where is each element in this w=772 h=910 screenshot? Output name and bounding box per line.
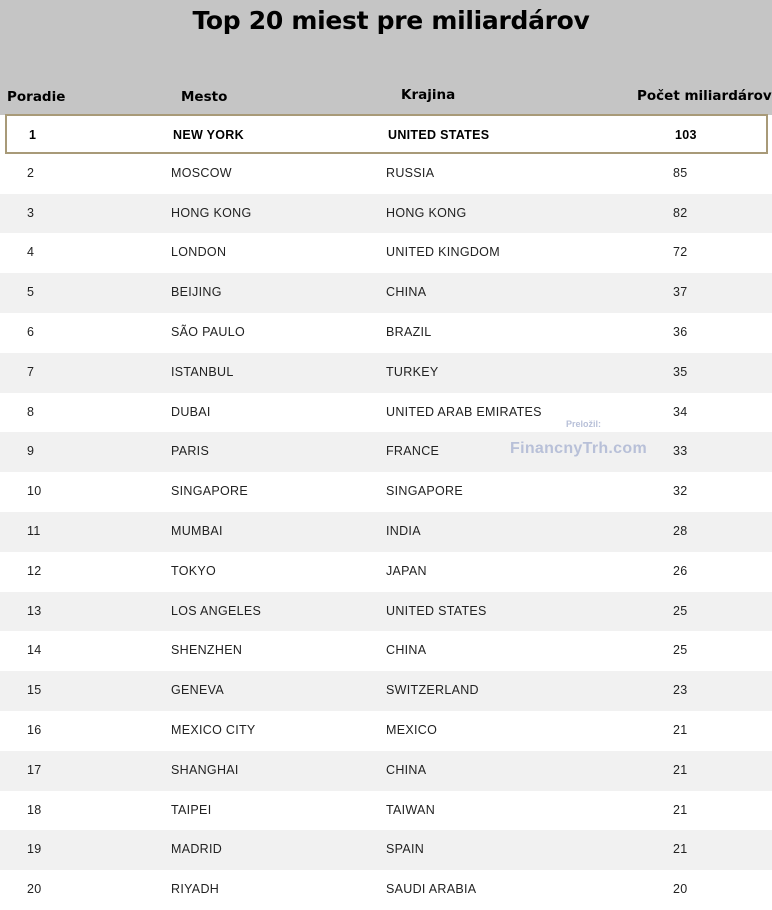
cell-count: 21: [673, 762, 688, 777]
cell-country: UNITED ARAB EMIRATES: [386, 404, 542, 419]
cell-country: HONG KONG: [386, 205, 467, 220]
table-row: [0, 353, 772, 393]
cell-count: 35: [673, 364, 688, 379]
cell-city: SINGAPORE: [171, 484, 249, 499]
cell-country: BRAZIL: [386, 324, 432, 339]
cell-city: LOS ANGELES: [171, 603, 262, 618]
cell-country: SINGAPORE: [386, 484, 464, 499]
column-header-city: Mesto: [181, 89, 228, 105]
table-row: [0, 791, 772, 831]
cell-rank: 10: [27, 484, 42, 499]
cell-city: SHENZHEN: [171, 643, 243, 658]
ranking-table: [0, 114, 772, 910]
table-row: [0, 512, 772, 552]
cell-city: NEW YORK: [173, 128, 244, 142]
watermark-site: FinancnyTrh.com: [510, 440, 647, 457]
cell-rank: 8: [27, 404, 35, 419]
cell-country: FRANCE: [386, 444, 440, 459]
cell-count: 33: [673, 444, 688, 459]
cell-rank: 15: [27, 683, 42, 698]
table-row: [0, 751, 772, 791]
cell-rank: 19: [27, 842, 42, 857]
cell-country: JAPAN: [386, 563, 427, 578]
column-header-rank: Poradie: [7, 89, 66, 105]
cell-city: SÃO PAULO: [171, 324, 246, 339]
cell-country: CHINA: [386, 285, 427, 300]
table-row: [0, 870, 772, 910]
cell-rank: 1: [29, 128, 37, 142]
cell-rank: 20: [27, 882, 42, 897]
table-row: [0, 592, 772, 632]
table-row: [0, 233, 772, 273]
cell-count: 25: [673, 643, 688, 658]
cell-rank: 12: [27, 563, 42, 578]
cell-city: MEXICO CITY: [171, 722, 256, 737]
cell-count: 36: [673, 324, 688, 339]
cell-count: 26: [673, 563, 688, 578]
cell-city: TOKYO: [171, 563, 217, 578]
table-row: [0, 711, 772, 751]
cell-country: SAUDI ARABIA: [386, 882, 477, 897]
table-row: [0, 552, 772, 592]
cell-rank: 4: [27, 245, 35, 260]
cell-country: UNITED KINGDOM: [386, 245, 500, 260]
cell-rank: 18: [27, 802, 42, 817]
column-header-country: Krajina: [401, 87, 456, 103]
cell-country: MEXICO: [386, 722, 438, 737]
cell-city: RIYADH: [171, 882, 220, 897]
cell-city: LONDON: [171, 245, 227, 260]
cell-count: 85: [673, 165, 688, 180]
cell-city: SHANGHAI: [171, 762, 239, 777]
column-header-count: Počet miliardárov: [637, 88, 772, 104]
cell-count: 21: [673, 722, 688, 737]
cell-rank: 14: [27, 643, 42, 658]
page-title: Top 20 miest pre miliardárov: [192, 6, 590, 35]
cell-count: 34: [673, 404, 688, 419]
cell-city: BEIJING: [171, 285, 222, 300]
cell-rank: 17: [27, 762, 42, 777]
cell-country: TURKEY: [386, 364, 439, 379]
cell-country: RUSSIA: [386, 165, 435, 180]
cell-count: 21: [673, 842, 688, 857]
cell-rank: 16: [27, 722, 42, 737]
cell-rank: 13: [27, 603, 42, 618]
table-row: [0, 472, 772, 512]
cell-city: DUBAI: [171, 404, 211, 419]
cell-country: TAIWAN: [386, 802, 436, 817]
cell-count: 20: [673, 882, 688, 897]
cell-count: 82: [673, 205, 688, 220]
cell-country: UNITED STATES: [386, 603, 487, 618]
table-row: [0, 194, 772, 234]
cell-city: GENEVA: [171, 683, 224, 698]
cell-city: HONG KONG: [171, 205, 252, 220]
cell-count: 37: [673, 285, 688, 300]
watermark-label: Preložil:: [566, 419, 602, 429]
cell-city: TAIPEI: [171, 802, 212, 817]
cell-count: 25: [673, 603, 688, 618]
table-row: [0, 432, 772, 472]
cell-count: 21: [673, 802, 688, 817]
cell-count: 32: [673, 484, 688, 499]
cell-country: CHINA: [386, 643, 427, 658]
table-row: [5, 114, 768, 154]
cell-country: UNITED STATES: [388, 128, 490, 142]
table-row: [0, 273, 772, 313]
cell-city: ISTANBUL: [171, 364, 234, 379]
cell-rank: 9: [27, 444, 35, 459]
cell-count: 72: [673, 245, 688, 260]
cell-country: CHINA: [386, 762, 427, 777]
table-header-band: [0, 0, 772, 115]
cell-city: MUMBAI: [171, 523, 223, 538]
cell-rank: 5: [27, 285, 35, 300]
cell-country: SPAIN: [386, 842, 425, 857]
table-row: [0, 671, 772, 711]
cell-country: INDIA: [386, 523, 421, 538]
cell-country: SWITZERLAND: [386, 683, 479, 698]
table-row: [0, 393, 772, 433]
cell-rank: 3: [27, 205, 35, 220]
cell-rank: 7: [27, 364, 35, 379]
cell-city: MADRID: [171, 842, 223, 857]
cell-count: 23: [673, 683, 688, 698]
table-row: [0, 313, 772, 353]
cell-count: 28: [673, 523, 688, 538]
cell-city: MOSCOW: [171, 165, 232, 180]
cell-city: PARIS: [171, 444, 210, 459]
cell-rank: 6: [27, 324, 35, 339]
table-row: [0, 154, 772, 194]
cell-count: 103: [675, 128, 697, 142]
cell-rank: 11: [27, 523, 41, 538]
cell-rank: 2: [27, 165, 35, 180]
table-row: [0, 830, 772, 870]
table-row: [0, 631, 772, 671]
